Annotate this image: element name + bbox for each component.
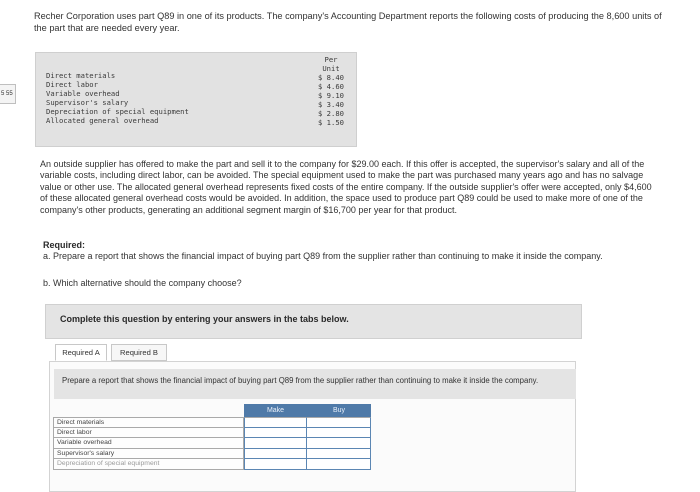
cost-label: Depreciation of special equipment [46,107,189,116]
cost-value: $ 9.10 [318,91,344,100]
answer-table [53,404,371,470]
cost-label: Direct materials [46,71,116,80]
cost-label: Direct labor [46,80,98,89]
required-b: b. Which alternative should the company choose? [43,278,242,288]
table-row [53,428,371,439]
make-input[interactable] [244,417,307,428]
required-title: Required: [43,240,86,250]
cost-values [311,73,351,127]
table-row [53,417,371,428]
buy-input[interactable] [307,417,371,428]
cost-labels [46,71,189,125]
instruction-text: Prepare a report that shows the financial impact of buying part Q89 from the supplier rather than continuing to make it inside the company. [62,376,539,385]
tab-required-a[interactable]: Required A [55,344,107,361]
intro-text: Recher Corporation uses part Q89 in one of its products. The company's Accounting Department reports the following costs of producing the 8,600 units of the part that are needed every year. [34,11,662,33]
make-input[interactable] [244,438,307,449]
column-buy: Buy [307,404,371,417]
row-label: Direct materials [53,417,244,428]
make-input[interactable] [244,459,307,470]
complete-question-text: Complete this question by entering your answers in the tabs below. [60,314,349,324]
cost-label: Allocated general overhead [46,116,159,125]
cost-label: Supervisor's salary [46,98,129,107]
buy-input[interactable] [307,428,371,439]
cost-table [35,52,357,147]
instruction-box [54,369,576,399]
cost-value: $ 3.40 [318,100,344,109]
answer-table-header [53,404,371,417]
table-row [53,449,371,460]
make-input[interactable] [244,428,307,439]
table-row [53,459,371,470]
table-row [53,438,371,449]
cost-value: $ 8.40 [318,73,344,82]
buy-input[interactable] [307,449,371,460]
header-unit: Unit [322,64,340,73]
cost-value: $ 2.80 [318,109,344,118]
required-a: a. Prepare a report that shows the financial impact of buying part Q89 from the supplier rather than continuing to make it inside the company. [43,251,603,261]
row-label: Depreciation of special equipment [53,459,244,470]
supplier-paragraph: An outside supplier has offered to make the part and sell it to the company for $29.00 each. If this offer is accepted, the supervisor's salary and all of the variable costs, including direct labor, can be avoided. The special equipment used to make the part was purchased many years ago and has no salvage value or other use. The allocated general overhead represents fixed costs of the entire company. If the outside supplier's offer were accepted, only $4,600 of these allocated general overhead costs would be avoided. In addition, the space used to produce part Q89 could be used to make more of one of the company's other products, generating an additional segment margin of $16,700 per year for that product. [40,159,652,215]
per-unit-header [311,55,351,73]
header-per: Per [324,55,338,64]
cost-value: $ 4.60 [318,82,344,91]
column-make: Make [244,404,307,417]
cost-label: Variable overhead [46,89,120,98]
row-label: Direct labor [53,428,244,439]
complete-question-box [45,304,582,339]
buy-input[interactable] [307,438,371,449]
row-label: Variable overhead [53,438,244,449]
buy-input[interactable] [307,459,371,470]
make-input[interactable] [244,449,307,460]
side-tab[interactable]: 5 55 [0,84,16,104]
tab-required-b[interactable]: Required B [111,344,167,361]
cost-value: $ 1.50 [318,118,344,127]
row-label: Supervisor's salary [53,449,244,460]
